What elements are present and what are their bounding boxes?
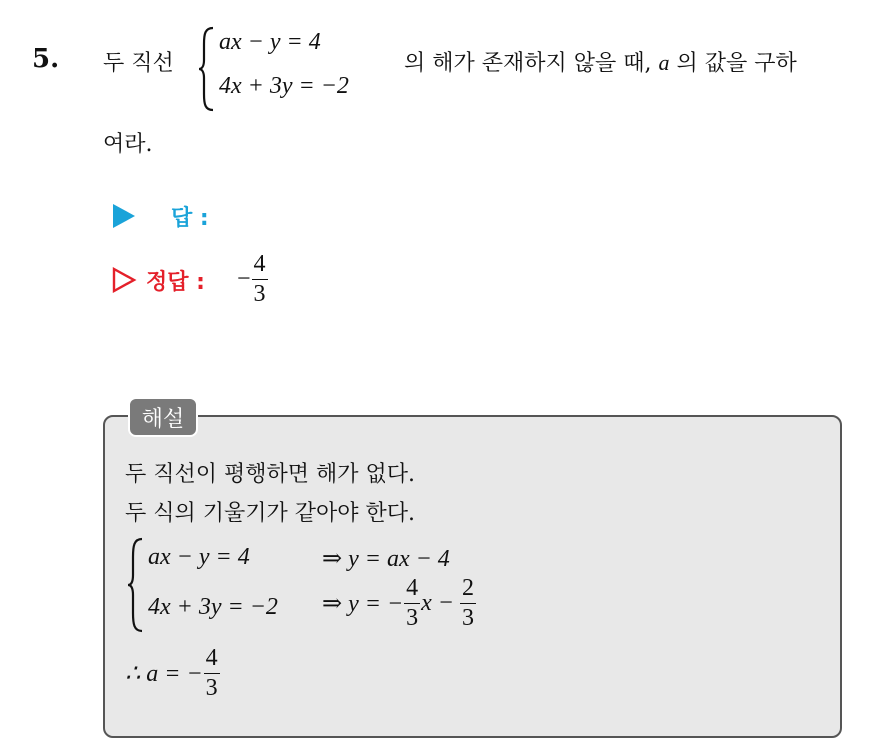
conclusion-prefix: ∴ a = −	[125, 660, 203, 687]
system-brace	[197, 26, 215, 112]
problem-continuation: 여라.	[103, 132, 153, 157]
explanation-result-1: ⇒ y = ax − 4	[322, 546, 450, 572]
conclusion-fraction-bar	[204, 673, 220, 674]
answer-denominator: 3	[253, 281, 266, 307]
result-2-prefix: ⇒ y = −	[322, 590, 404, 617]
answer-play-icon	[111, 203, 137, 233]
result-2-numerator-1: 4	[406, 575, 419, 601]
result-2-fraction-bar-1	[404, 603, 420, 604]
explanation-system-brace	[126, 537, 144, 633]
problem-tail-text	[404, 46, 797, 77]
explanation-result-2	[322, 576, 477, 630]
result-2-fraction-2	[460, 576, 476, 630]
result-2-numerator-2: 2	[462, 575, 475, 601]
result-2-denominator-1: 3	[406, 605, 419, 631]
explanation-equation-2: 4x + 3y = −2	[148, 594, 278, 620]
explanation-line-1: 두 직선이 평행하면 해가 없다.	[125, 462, 415, 487]
conclusion-denominator: 3	[205, 675, 218, 701]
problem-tail-part2: 의 값을 구하	[676, 51, 797, 76]
system-equation-2: 4x + 3y = −2	[219, 73, 349, 99]
correct-answer-icon	[111, 267, 137, 297]
result-2-denominator-2: 3	[462, 605, 475, 631]
explanation-equation-1: ax − y = 4	[148, 544, 250, 570]
explanation-line-2: 두 식의 기울기가 같아야 한다.	[125, 501, 415, 526]
explanation-tab: 해설	[128, 397, 198, 437]
problem-number: 5.	[32, 44, 60, 74]
variable-a: a	[658, 50, 670, 75]
answer-label: 답 :	[171, 206, 209, 231]
explanation-conclusion	[125, 646, 221, 700]
result-2-fraction-bar-2	[460, 603, 476, 604]
answer-fraction	[252, 252, 268, 306]
answer-sign: −	[237, 265, 251, 292]
result-2-fraction-1	[404, 576, 420, 630]
correct-answer-label: 정답 :	[146, 270, 205, 295]
answer-numerator: 4	[253, 251, 266, 277]
system-equation-1: ax − y = 4	[219, 29, 321, 55]
problem-tail-part1: 의 해가 존재하지 않을 때,	[404, 51, 652, 76]
problem-lead-text: 두 직선	[103, 51, 174, 76]
conclusion-numerator: 4	[205, 645, 218, 671]
result-2-middle: x −	[421, 589, 455, 616]
correct-answer-value	[237, 252, 269, 306]
answer-fraction-bar	[252, 279, 268, 280]
conclusion-fraction	[204, 646, 220, 700]
